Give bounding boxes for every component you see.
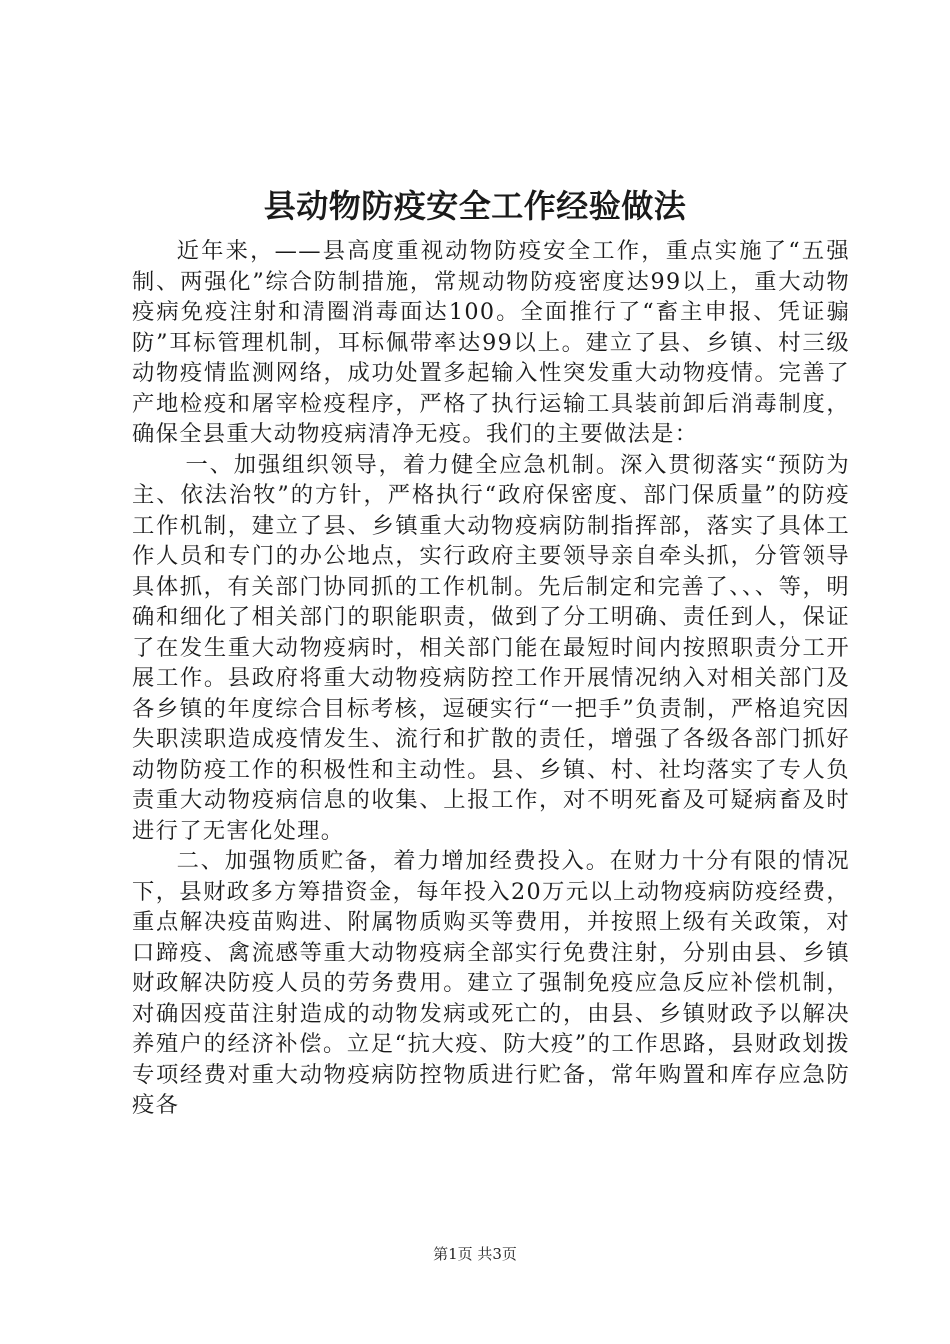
section-two-paragraph: 二、加强物质贮备，着力增加经费投入。在财力十分有限的情况下，县财政多方筹措资金，每年投入20万元以上动物疫病防疫经费，重点解决疫苗购进、附属物质购买等费用，并按照上级有关政策，对口蹄疫、禽流感等重大动物疫病全部实行免费注射，分别由县、乡镇财政解决防疫人员的劳务费用。建立了强制免疫应急反应补偿机制，对确因疫苗注射造成的动物发病或死亡的，由县、乡镇财政予以解决养殖户的经济补偿。立足“抗大疫、防大疫”的工作思路，县财政划拨专项经费对重大动物疫病防控物质进行贮备，常年购置和库存应急防疫各 bbox=[132, 848, 850, 1118]
document-title: 县动物防疫安全工作经验做法 bbox=[263, 187, 687, 225]
page-number-footer: 第1页 共3页 bbox=[433, 1245, 517, 1263]
section-one-paragraph: 一、加强组织领导，着力健全应急机制。深入贯彻落实“预防为主、依法治牧”的方针，严格执行“政府保密度、部门保质量”的防疫工作机制，建立了县、乡镇重大动物疫病防制指挥部，落实了具体工作人员和专门的办公地点，实行政府主要领导亲自牵头抓，分管领导具体抓，有关部门协同抓的工作机制。先后制定和完善了、、、等，明确和细化了相关部门的职能职责，做到了分工明确、责任到人，保证了在发生重大动物疫病时，相关部门能在最短时间内按照职责分工开展工作。县政府将重大动物疫病防控工作开展情况纳入对相关部门及各乡镇的年度综合目标考核，逗硬实行“一把手”负责制，严格追究因失职渎职造成疫情发生、流行和扩散的责任，增强了各级各部门抓好动物防疫工作的积极性和主动性。县、乡镇、村、社均落实了专人负责重大动物疫病信息的收集、上报工作，对不明死畜及可疑病畜及时进行了无害化处理。 bbox=[132, 451, 850, 844]
document-body bbox=[132, 236, 850, 1121]
intro-paragraph: 近年来，——县高度重视动物防疫安全工作，重点实施了“五强制、两强化”综合防制措施，常规动物防疫密度达99以上，重大动物疫病免疫注射和清圈消毒面达100。全面推行了“畜主申报、凭证骟防”耳标管理机制，耳标佩带率达99以上。建立了县、乡镇、村三级动物疫情监测网络，成功处置多起输入性突发重大动物疫情。完善了产地检疫和屠宰检疫程序，严格了执行运输工具装前卸后消毒制度，确保全县重大动物疫病清净无疫。我们的主要做法是： bbox=[132, 238, 850, 447]
